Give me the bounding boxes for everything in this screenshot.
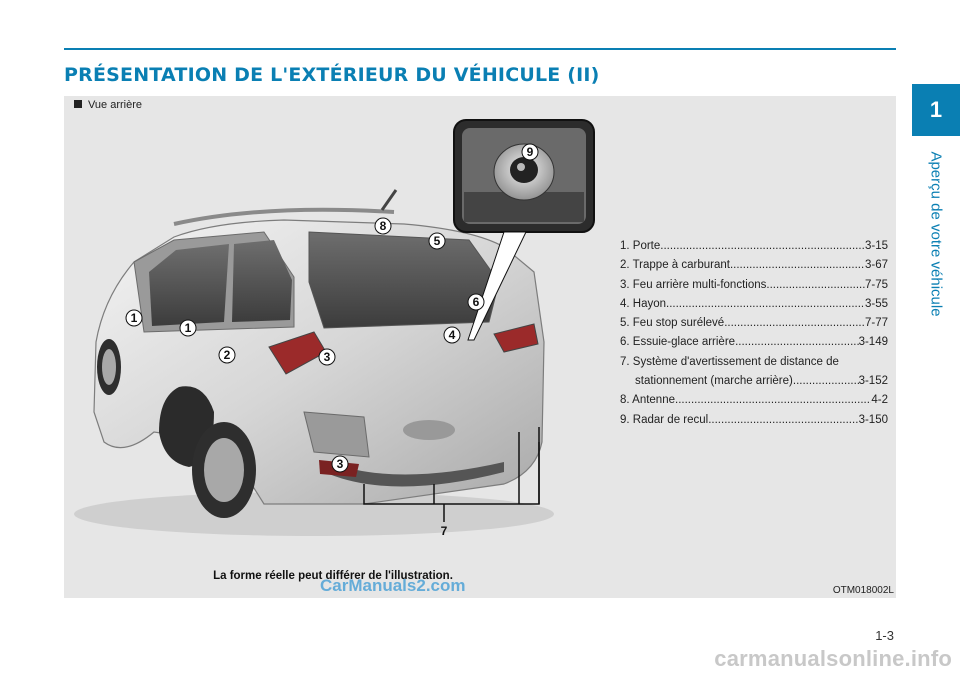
list-item: 3. Feu arrière multi-fonctions ..... 7-75 [620, 276, 888, 295]
vehicle-body [74, 190, 554, 536]
illustration-disclaimer: La forme réelle peut différer de l'illustration. [213, 570, 453, 582]
list-item: 4. Hayon ..... 3-55 [620, 295, 888, 314]
image-code: OTM018002L [832, 585, 894, 596]
svg-text:1: 1 [184, 321, 192, 335]
callout-5 [429, 233, 445, 249]
callout-3a [319, 349, 335, 365]
list-item: 8. Antenne ..... 4-2 [620, 391, 888, 410]
svg-text:2: 2 [223, 348, 231, 362]
square-bullet-icon [74, 100, 82, 108]
callout-1b [180, 320, 196, 336]
callout-7 [441, 524, 448, 538]
list-item: 5. Feu stop surélevé ..... 7-77 [620, 314, 888, 333]
callout-6 [468, 294, 484, 310]
page-title: PRÉSENTATION DE L'EXTÉRIEUR DU VÉHICULE (II) [64, 64, 600, 86]
svg-text:8: 8 [379, 219, 387, 233]
chapter-number-tab: 1 [912, 84, 960, 136]
watermark: CarManuals2.com [320, 576, 466, 595]
svg-text:4: 4 [448, 328, 456, 342]
header-rule [64, 48, 896, 50]
callout-4 [444, 327, 460, 343]
list-item: 2. Trappe à carburant ..... 3-67 [620, 256, 888, 275]
svg-text:5: 5 [433, 234, 441, 248]
list-item: 6. Essuie-glace arrière ..... 3-149 [620, 333, 888, 352]
list-item: 1. Porte ..... 3-15 [620, 237, 888, 256]
svg-text:1: 1 [130, 311, 138, 325]
callout-2 [219, 347, 235, 363]
callout-8 [375, 218, 391, 234]
callout-9 [522, 144, 538, 160]
svg-text:3: 3 [323, 350, 331, 364]
section-label [74, 99, 142, 111]
callout-1a [126, 310, 142, 326]
antenna-shape [382, 190, 396, 210]
svg-text:6: 6 [472, 295, 480, 309]
parts-list [620, 237, 888, 430]
list-item: 9. Radar de recul ..... 3-150 [620, 411, 888, 430]
svg-text:9: 9 [526, 145, 534, 159]
list-item: 7. Système d'avertissement de distance de stationnement (marche arrière) ..... 3-152 [620, 353, 888, 392]
section-label-text: Vue arrière [88, 99, 143, 111]
svg-text:3: 3 [336, 457, 344, 471]
site-watermark: carmanualsonline.info [714, 646, 952, 671]
vehicle-rear-illustration [64, 112, 602, 558]
callout-3b [332, 456, 348, 472]
page-number: 1-3 [875, 628, 894, 643]
chapter-title: Aperçu de votre véhicule [927, 151, 945, 317]
svg-text:7: 7 [440, 524, 448, 538]
